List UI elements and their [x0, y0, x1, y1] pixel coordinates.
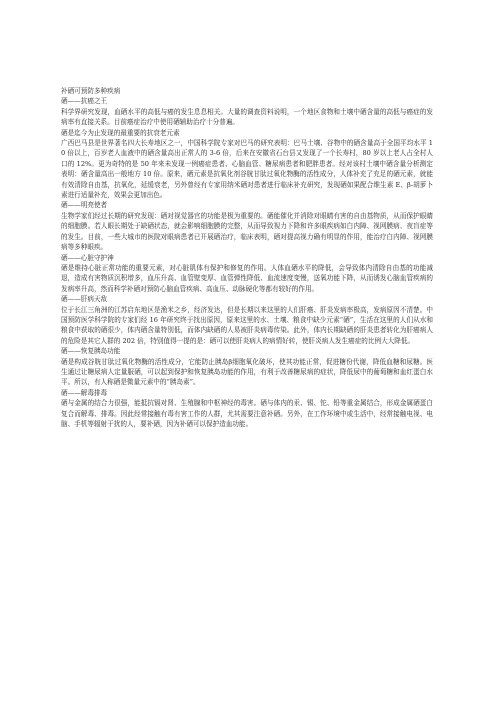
section-heading-antiaging: 硒是迄今为止发现的最重要的抗衰老元素 [61, 128, 180, 137]
section-body-vision: 生物学家们经过长期的研究发现：硒对视觉器官的功能是极为重要的。硒能催化并消除对眼睛有害的自由基物质，从而保护眼睛的细胞膜。若人眼长期处于缺硒状态，就会影响细胞膜的完整，从而导致视力下降和许多眼疾病如白内障、视网膜病、夜盲症等的发生。目前，一些大城市的医院对眼病患者已开展硒治疗，临床表明，硒对提高视力确有明显的作用，能治疗白内障、视网膜病等多种眼疾。 [61, 211, 433, 252]
section-heading-anticancer: 硒——抗癌之王 [61, 97, 108, 106]
section-body-heart: 硒是维持心脏正常功能的重要元素，对心脏肌体有保护和修复的作用。人体血硒水平的降低，会导致体内清除自由基的功能减退，造成有害物质沉积增多，血压升高、血管壁变厚、血管弹性降低、血流速度变慢，送氧功能下降，从而诱发心脑血管疾病的发病率升高，然而科学补硒对预防心脑血管疾病、高血压、动脉硬化等都有较好的作用。 [61, 263, 433, 293]
section-body-antiaging: 广西巴马县是世界著名四大长寿地区之一，中国科学院专家对巴马的研究表明：巴马土壤、谷物中的硒含量高于全国平均水平 10 倍以上，百岁老人血液中的硒含量高出正常人的 3-6 倍，后来在安徽省石台县又发现了一个长寿村，80 岁以上老人占全村人口的 12%。更为奇特的是 50 年来未发现一例癌症患者、心脑血管、糖尿病患者和肥胖患者。经对该村土壤中硒含量分析测定表明：硒含量高出一般地方 10 倍。原来，硒元素是抗氧化剂谷胱甘肽过氧化物酶的活性成分，人体补充了充足的硒元素，就能有效清除自由基，抗氧化，延缓衰老，另外曾经有专家用纳米硒对患者进行临床补充研究，发现硒如果配合维生素 E、β-胡萝卜素进行适量补充，效果会更加出色。 [61, 139, 433, 200]
section-body-anticancer: 科学界研究发现，血硒水平的高低与癌的发生息息相关。大量的调查资料说明，一个地区食物和土壤中硒含量的高低与癌症的发病率有直接关系。目前癌症治疗中使用硒辅助治疗十分普遍。 [61, 107, 433, 127]
document-title: 补硒可预防多种疾病 [61, 87, 121, 95]
section-heading-detox: 硒——解毒排毒 [61, 388, 108, 397]
section-heading-pancreas: 硒——恢复胰岛功能 [61, 347, 121, 356]
document-page [61, 86, 433, 429]
section-heading-heart: 硒——心脏守护神 [61, 253, 114, 262]
section-body-pancreas: 硒是构成谷胱甘肽过氧化物酶的活性成分，它能防止胰岛β细胞氧化破坏，使其功能正常，促进糖份代谢，降低血糖和尿糖。医生通过让糖尿病人定量服硒，可以起到保护和恢复胰岛功能的作用，有利于改善糖尿病的症状，降低尿中的葡萄糖和血红蛋白水平。所以，有人称硒是微量元素中的“胰岛素”。 [61, 357, 433, 387]
section-body-liver: 位于长江三角洲的江苏启东地区是渔米之乡，经济发达，但是长期以来这里的人们肝癌、肝炎发病率极高，发病原因不清楚。中国预防医学科学院的专家们经 16 年研究终于找出原因，原来这里的水、土壤、粮食中缺少元素“硒”，生活在这里的人们从水和粮食中获取的硒很少，体内硒含量特别低，而体内缺硒的人易被肝炎病毒传染。此外，体内长期缺硒的肝炎患者转化为肝癌病人的危险是其它人群的 202 倍，特别值得一提的是：硒可以使肝炎病人的病情好转，使肝炎病人发生癌症的比例大大降低。 [61, 305, 433, 345]
section-body-detox: 硒与金属的结合力很强，能抵抗镉对肾、生殖腺和中枢神经的毒害。硒与体内的汞、锡、铊、铅等重金属结合，形成金属硒蛋白复合而解毒、排毒。因此经常接触有毒有害工作的人群，尤其需要注意补硒。另外，在工作环境中或生活中，经常接触电视、电脑、手机等辐射干扰的人，要补硒，因为补硒可以保护造血功能。 [61, 399, 433, 428]
section-heading-liver: 硒——肝病天敌 [61, 295, 108, 304]
section-heading-vision: 硒——明亮使者 [61, 201, 108, 210]
